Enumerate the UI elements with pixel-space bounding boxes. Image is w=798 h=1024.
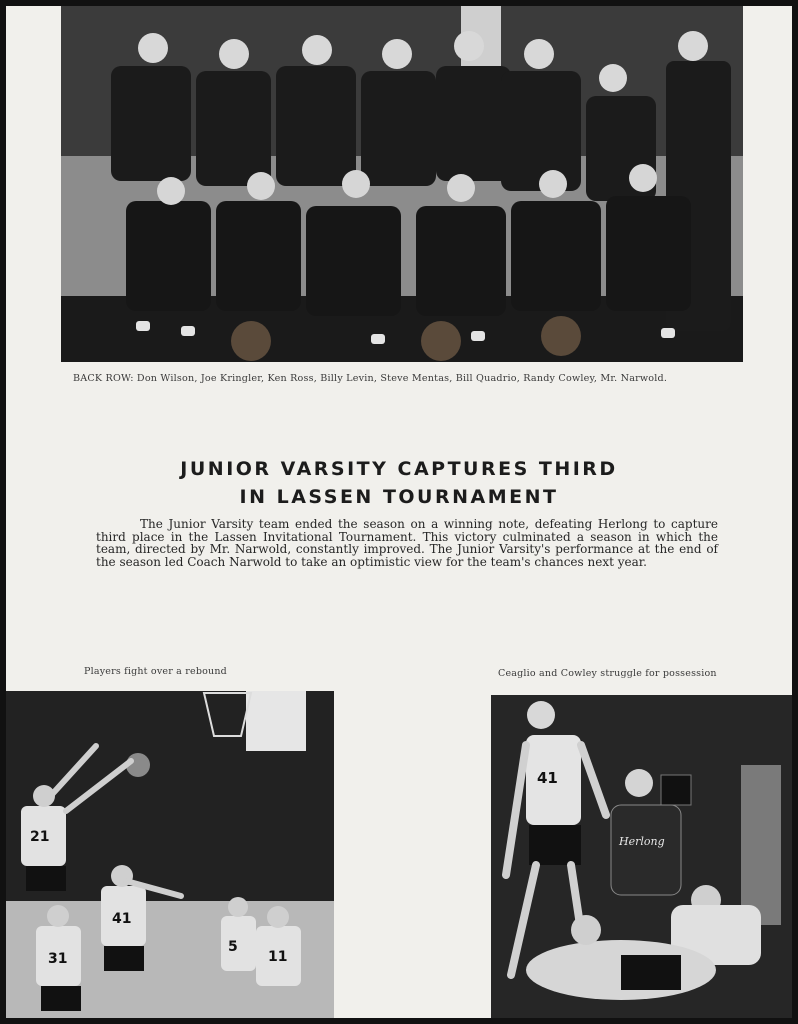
headline-line-2: IN LASSEN TOURNAMENT: [239, 486, 559, 508]
left-photo-caption: Players fight over a rebound: [84, 666, 227, 677]
team-photo-caption: BACK ROW: Don Wilson, Joe Kringler, Ken Ross, Billy Levin, Steve Mentas, Bill Quadrio, Randy Cowley, Mr. Narwold.: [73, 373, 668, 384]
player-number: 5: [228, 939, 238, 955]
player-number: 21: [30, 829, 50, 845]
article-body: The Junior Varsity team ended the season on a winning note, defeating Herlong to capture third place in the Lassen Invitational Tournament. This victory culminated a season in which the team, directed by Mr. Narwold, constantly improved. The Junior Varsity's performance at the end of the season led Coach Narwold to take an optimistic view for the team's chances next year.: [96, 517, 718, 569]
possession-photo: [491, 695, 792, 1018]
player-number: 31: [48, 951, 68, 967]
yearbook-page: [6, 6, 792, 1018]
player-number: 41: [537, 769, 558, 787]
headline-line-1: JUNIOR VARSITY CAPTURES THIRD: [180, 458, 618, 480]
team-photo: [61, 6, 743, 362]
jersey-text: Herlong: [619, 835, 665, 848]
player-number: 41: [112, 911, 132, 927]
right-photo-caption: Ceaglio and Cowley struggle for possession: [498, 668, 717, 679]
player-number: 11: [268, 949, 288, 965]
rebound-photo: [6, 691, 334, 1018]
